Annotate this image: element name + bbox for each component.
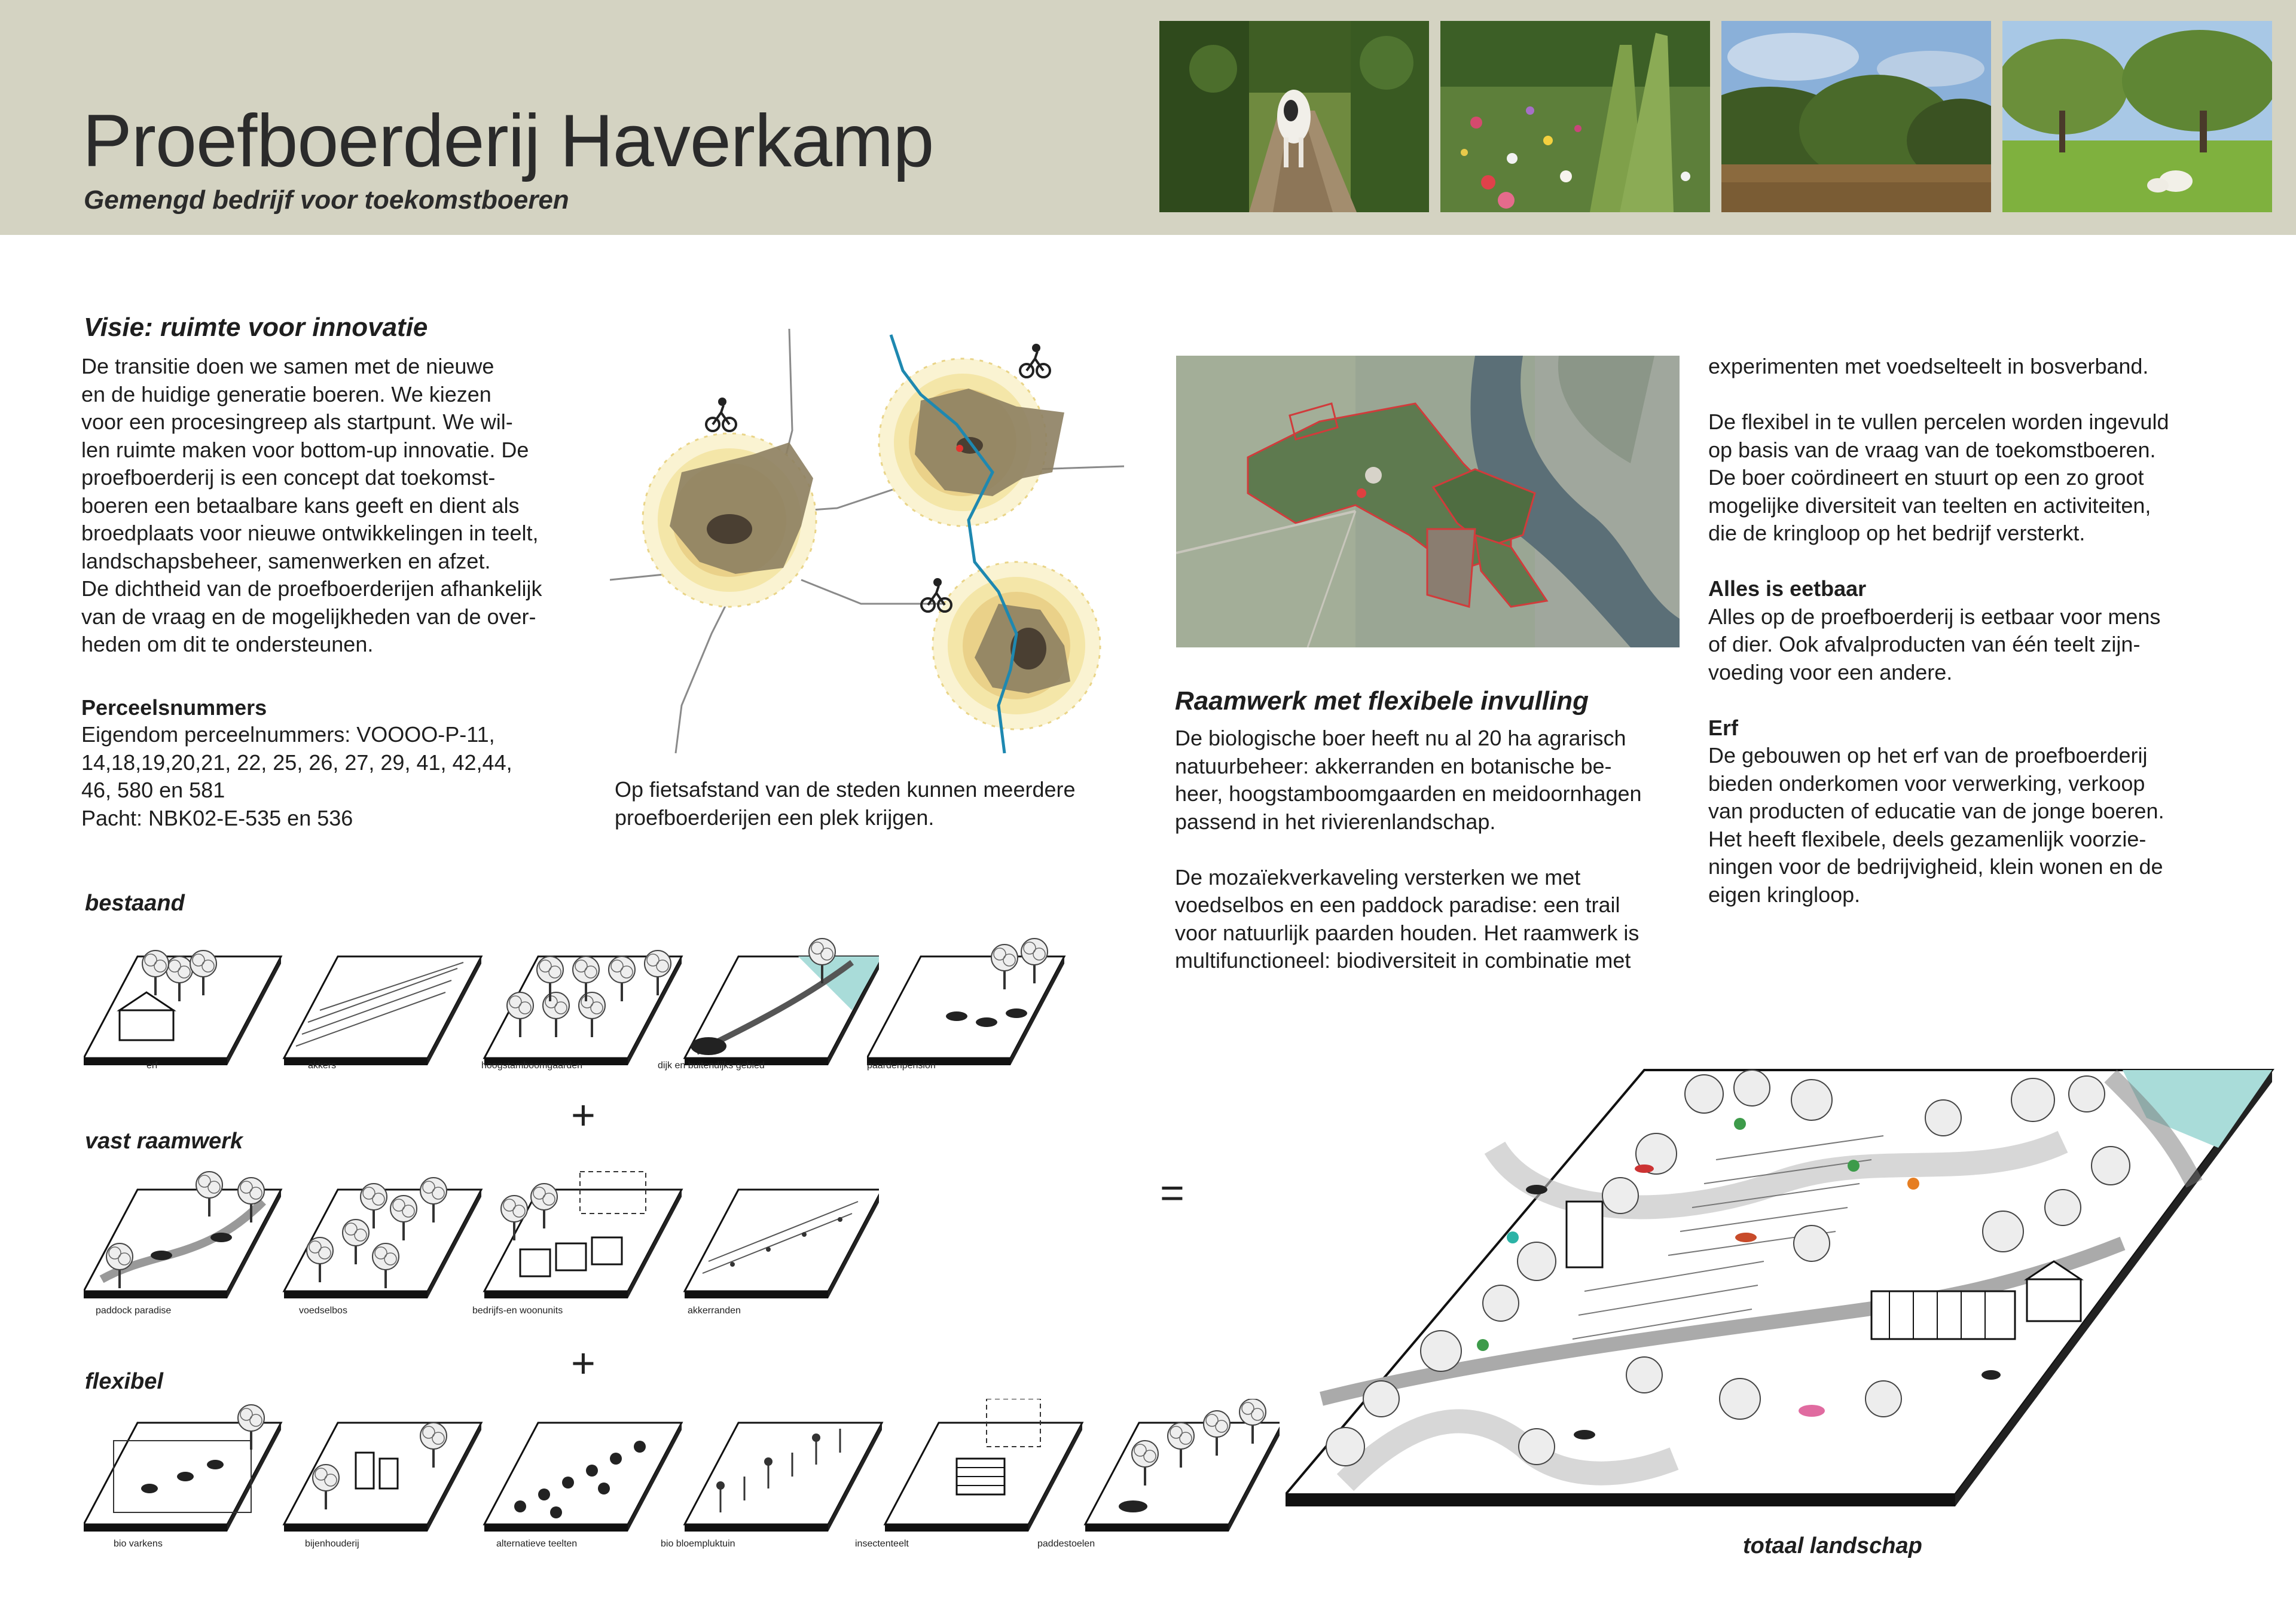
right-column-text [1708, 353, 2169, 909]
vast-raamwerk-label: vast raamwerk [85, 1129, 243, 1154]
totaal-landschap-diagram [1286, 1064, 2278, 1512]
visie-line: proefboerderij is een concept dat toekomst- [81, 465, 496, 490]
tile-alternatieve-teelten [484, 1423, 682, 1532]
hedgerow-landscape-photo [1721, 21, 1991, 212]
cycling-distance-map [610, 323, 1136, 777]
tile-dijk [685, 939, 879, 1065]
tile-paddestoelen [1085, 1399, 1280, 1532]
proefboerderij-circle-south [933, 562, 1100, 729]
caption-paddestoelen: paddestoelen [1037, 1539, 1095, 1549]
caption-bijenhouderij: bijenhouderij [305, 1539, 359, 1549]
right-col-line: De boer coördineert en stuurt op een zo groot [1708, 465, 2144, 490]
caption-dijk: dijk en buitendijks gebied [658, 1060, 765, 1071]
tile-paddock-paradise [84, 1172, 281, 1298]
raamwerk-line: De biologische boer heeft nu al 20 ha agrarisch [1175, 726, 1626, 750]
right-col-line: of dier. Ook afvalproducten van één teelt zijn- [1708, 632, 2141, 656]
tile-akkers [284, 956, 481, 1065]
right-col-line: van producten of educatie van de jonge boeren. [1708, 799, 2164, 823]
visie-line: en de huidige generatie boeren. We kiezen [81, 381, 491, 406]
equals-sign: = [1160, 1169, 1184, 1216]
perceel-heading: Perceelsnummers [81, 695, 267, 720]
visie-heading: Visie: ruimte voor innovatie [84, 313, 428, 342]
right-col-line: eigen kringloop. [1708, 882, 1861, 907]
flexibel-diagram-row [84, 1399, 1280, 1554]
right-col-line: op basis van de vraag van de toekomstboeren. [1708, 437, 2156, 462]
right-col-line: Het heeft flexibele, deels gezamenlijk voorzie- [1708, 826, 2147, 851]
perceel-line: Eigendom perceelnummers: VOOOO-P-11, [81, 722, 495, 747]
map-caption-line: Op fietsafstand van de steden kunnen meerdere [615, 777, 1076, 802]
vast-raamwerk-diagram-row [84, 1166, 879, 1321]
caption-voedselbos: voedselbos [299, 1306, 347, 1316]
raamwerk-heading: Raamwerk met flexibele invulling [1175, 686, 1589, 716]
perceel-text [81, 721, 512, 832]
caption-akkerranden: akkerranden [688, 1306, 741, 1316]
perceel-line: 14,18,19,20,21, 22, 25, 26, 27, 29, 41, 42,44, [81, 750, 512, 775]
page-title: Proefboerderij Haverkamp [83, 100, 934, 182]
tile-bijenhouderij [284, 1423, 481, 1532]
perceel-line: Pacht: NBK02-E-535 en 536 [81, 805, 353, 830]
perceel-line: 46, 580 en 581 [81, 778, 225, 802]
plus-sign: + [571, 1092, 596, 1138]
raamwerk-text [1175, 725, 1642, 975]
visie-line: De transitie doen we samen met de nieuwe [81, 354, 494, 378]
visie-line: broedplaats voor nieuwe ontwikkelingen in teelt, [81, 521, 539, 545]
visie-line: van de vraag en de mogelijkheden van de over- [81, 604, 536, 629]
flexibel-label: flexibel [85, 1369, 163, 1394]
horse-path-photo [1159, 21, 1429, 212]
right-col-line: die de kringloop op het bedrijf versterkt. [1708, 521, 2086, 545]
caption-bedrijfs-en-woonunits: bedrijfs-en woonunits [472, 1306, 563, 1316]
caption-bio-varkens: bio varkens [114, 1539, 163, 1549]
caption-insectenteelt: insectenteelt [855, 1539, 909, 1549]
visie-line: len ruimte maken voor bottom-up innovatie. De [81, 437, 529, 462]
map-caption [615, 776, 1076, 832]
bicycle-icon [706, 399, 736, 431]
raamwerk-line: De mozaïekverkaveling versterken we met [1175, 864, 1581, 890]
visie-line: De dichtheid van de proefboerderijen afhankelijk [81, 576, 542, 601]
visie-line: landschapsbeheer, samenwerken en afzet. [81, 548, 491, 573]
page-subtitle: Gemengd bedrijf voor toekomstboeren [84, 185, 569, 215]
raamwerk-line: voor natuurlijk paarden houden. Het raamwerk is [1175, 920, 1639, 945]
caption-hoogstamboomgaarden: hoogstamboomgaarden [481, 1060, 583, 1071]
visie-line: heden om dit te ondersteunen. [81, 632, 374, 656]
right-col-line: De flexibel in te vullen percelen worden ingevuld [1708, 409, 2169, 434]
map-caption-line: proefboerderijen een plek krijgen. [615, 805, 935, 830]
caption-erf: erf [146, 1060, 158, 1071]
right-col-line: ningen voor de bedrijvigheid, klein wonen en de [1708, 854, 2163, 879]
tile-erf [84, 950, 281, 1065]
totaal-landschap-label: totaal landschap [1743, 1533, 1922, 1558]
tile-insectenteelt [885, 1399, 1082, 1532]
tile-voedselbos [284, 1178, 481, 1298]
right-col-line: bieden onderkomen voor verwerking, verkoop [1708, 771, 2145, 796]
right-col-line: De gebouwen op het erf van de proefboerderij [1708, 743, 2148, 768]
tile-bio-varkens [84, 1405, 281, 1532]
raamwerk-line: heer, hoogstamboomgaarden en meidoornhagen [1175, 781, 1642, 806]
bestaand-label: bestaand [85, 891, 185, 916]
tile-bedrijfs-en-woonunits [484, 1172, 682, 1298]
wildflower-meadow-photo [1440, 21, 1710, 212]
eetbaar-heading: Alles is eetbaar [1708, 576, 1867, 601]
visie-line: boeren een betaalbare kans geeft en dient als [81, 493, 520, 518]
caption-alternatieve-teelten: alternatieve teelten [496, 1539, 578, 1549]
raamwerk-line: passend in het rivierenlandschap. [1175, 809, 1496, 834]
tile-hoogstamboomgaarden [484, 950, 682, 1065]
aerial-parcel-map [1176, 356, 1680, 647]
right-col-line: voeding voor een andere. [1708, 659, 1953, 684]
erf-heading: Erf [1708, 715, 1739, 740]
raamwerk-line: multifunctioneel: biodiversiteit in combinatie met [1175, 948, 1631, 973]
plus-sign: + [571, 1340, 596, 1386]
caption-akkers: akkers [308, 1060, 337, 1071]
right-col-line: Alles op de proefboerderij is eetbaar voor mens [1708, 604, 2161, 629]
caption-paardenpension: paardenpension [867, 1060, 936, 1071]
caption-paddock-paradise: paddock paradise [96, 1306, 172, 1316]
right-col-line: mogelijke diversiteit van teelten en activiteiten, [1708, 493, 2151, 518]
tile-akkerranden [685, 1190, 879, 1298]
raamwerk-line: natuurbeheer: akkerranden en botanische be- [1175, 753, 1612, 778]
raamwerk-line: voedselbos en een paddock paradise: een trail [1175, 893, 1620, 917]
caption-bio-bloempluktuin: bio bloempluktuin [661, 1539, 735, 1549]
visie-text [81, 353, 542, 659]
proefboerderij-circle-west [643, 433, 816, 607]
orchard-sheep-photo [2002, 21, 2272, 212]
tile-bio-bloempluktuin [685, 1423, 882, 1532]
bicycle-icon [1020, 345, 1050, 377]
right-col-line: experimenten met voedselteelt in bosverband. [1708, 354, 2149, 378]
visie-line: voor een procesingreep als startpunt. We wil- [81, 409, 513, 434]
